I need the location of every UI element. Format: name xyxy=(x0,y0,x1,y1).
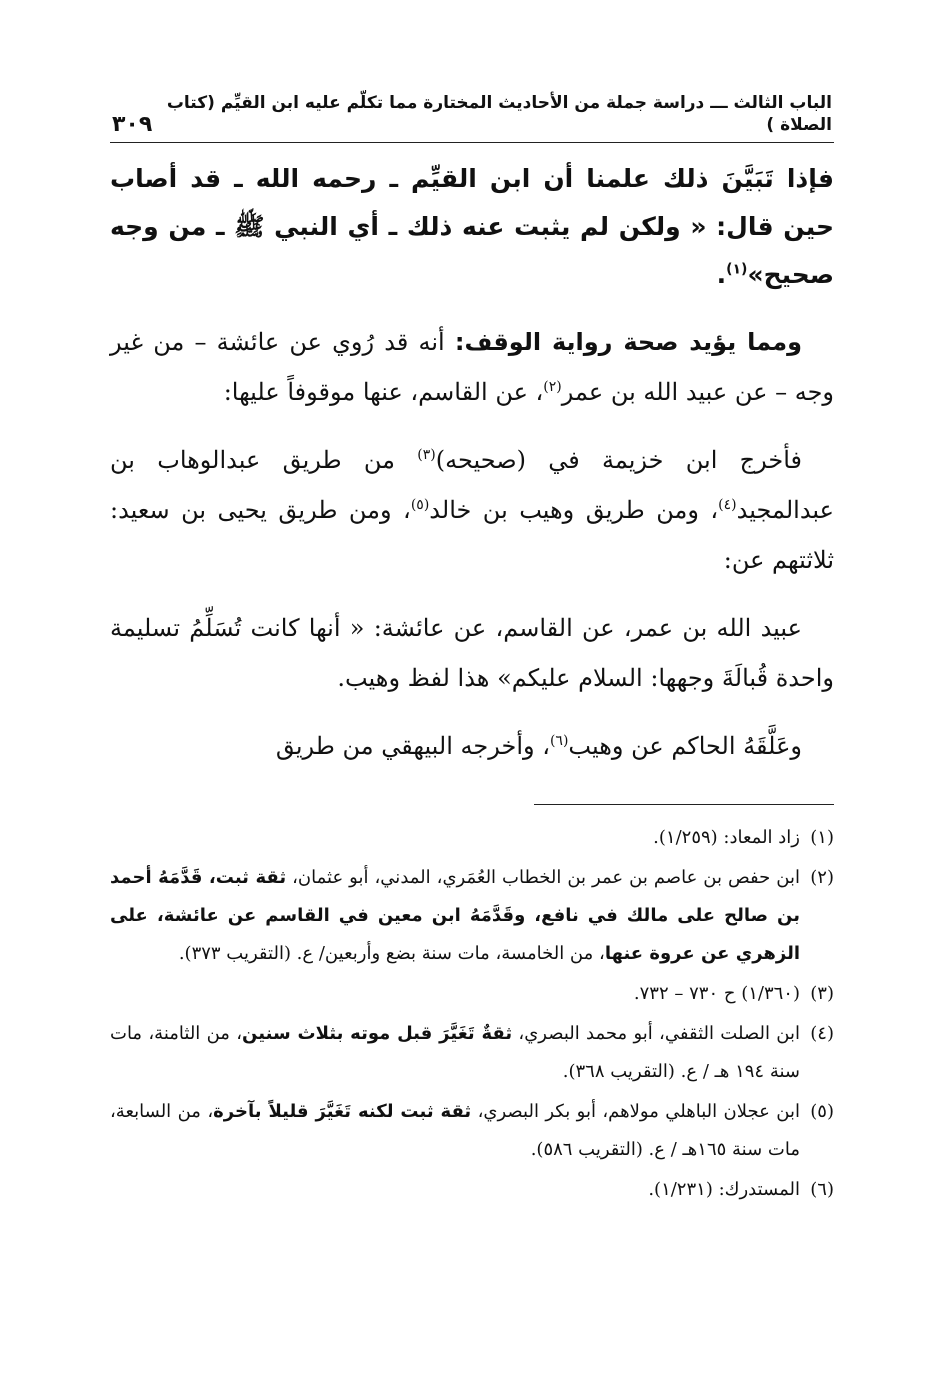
footnote-ref-1[interactable]: (١) xyxy=(726,261,748,278)
paragraph-4: عبيد الله بن عمر، عن القاسم، عن عائشة: « أنها كانت تُسَلِّمُ تسليمة واحدة قُبالَةَ وجهها: السلام عليكم» هذا لفظ وهيب. xyxy=(110,614,834,692)
footnote-2 xyxy=(110,859,834,973)
paragraph-2-lead: ومما يؤيد صحة رواية الوقف: xyxy=(454,328,803,356)
footnote-number: (٦) xyxy=(810,1179,834,1200)
paragraph-1-end: . xyxy=(716,260,727,289)
footnote-ref-6[interactable]: (٦) xyxy=(549,733,569,749)
footnote-text: زاد المعاد: (١/٢٥٩). xyxy=(653,827,800,848)
footnote-text: ابن حفص بن عاصم بن عمر بن الخطاب العُمَري، المدني، أبو عثمان، xyxy=(286,867,800,888)
footnote-text: ابن الصلت الثقفي، أبو محمد البصري، xyxy=(512,1023,801,1044)
footnote-number: (٢) xyxy=(810,867,834,888)
footnotes xyxy=(110,804,834,1211)
footnote-6 xyxy=(110,1171,834,1209)
paragraph-2-text-a: أنه قد رُوي عن عائشة – من غير وجه – عن عبيد الله بن عمر xyxy=(110,328,834,406)
footnote-number: (٤) xyxy=(810,1023,834,1044)
paragraph-3-text-c: ، ومن طريق وهيب بن خالد xyxy=(429,496,719,524)
running-header xyxy=(110,92,834,143)
paragraph-3-text-d: ، ومن طريق يحيى بن سعيد: ثلاثتهم عن: xyxy=(110,496,834,574)
footnote-ref-3[interactable]: (٣) xyxy=(417,447,436,463)
footnote-number: (٥) xyxy=(810,1101,834,1122)
footnote-ref-4[interactable]: (٤) xyxy=(718,497,737,513)
paragraph-1 xyxy=(110,155,834,299)
page-number: ٣٠٩ xyxy=(112,112,153,137)
header-title: الباب الثالث ـــ دراسة جملة من الأحاديث المختارة مما تكلّم عليه ابن القيِّم (كتاب الصلاة ) xyxy=(166,93,832,135)
footnote-1 xyxy=(110,819,834,857)
footnote-text-tail: ، من الثامنة، مات سنة ١٩٤ هـ / ع. (التقريب ٣٦٨). xyxy=(110,1023,800,1082)
footnote-text-tail: ، من الخامسة، مات سنة بضع وأربعين/ ع. (التقريب ٣٧٣). xyxy=(178,943,605,964)
footnote-text: المستدرك: (١/٢٣١). xyxy=(648,1179,800,1200)
body-text xyxy=(110,155,834,771)
footnote-5 xyxy=(110,1093,834,1169)
paragraph-1-text: فإذا تَبَيَّنَ ذلك علمنا أن ابن القيِّم ـ رحمه الله ـ قد أصاب حين قال: « ولكن لم يثبت عنه ذلك ـ أي النبي ﷺ ـ من وجه صحيح» xyxy=(110,164,834,289)
page xyxy=(110,92,834,789)
footnote-bold-text: ثقةٌ تَغَيَّرَ قبل موته بثلاث سنين xyxy=(242,1023,513,1044)
footnote-ref-2[interactable]: (٢) xyxy=(543,379,562,395)
paragraph-2-text-b: ، عن القاسم، عنها موقوفاً عليها: xyxy=(223,378,544,406)
paragraph-5-text-b: ، وأخرجه البيهقي من طريق xyxy=(275,732,550,760)
paragraph-3-text-a: فأخرج ابن خزيمة في (صحيحه) xyxy=(435,446,802,474)
paragraph-5-text-a: وعَلَّقَهُ الحاكم عن وهيب xyxy=(568,732,802,760)
paragraph-3 xyxy=(110,435,834,585)
footnote-number: (١) xyxy=(810,827,834,848)
paragraph-2 xyxy=(110,317,834,417)
footnote-divider xyxy=(534,804,834,805)
paragraph-3-text-b: من طريق عبدالوهاب بن عبدالمجيد xyxy=(110,446,834,524)
footnote-4 xyxy=(110,1015,834,1091)
footnote-number: (٣) xyxy=(810,983,834,1004)
footnote-ref-5[interactable]: (٥) xyxy=(410,497,430,513)
paragraph-5 xyxy=(110,721,834,771)
footnote-bold-text: ثقة ثبت، قَدَّمَهُ أحمد بن صالح على مالك في نافع، وقَدَّمَهُ ابن معين في القاسم عن عائشة، على الزهري عن عروة عنها xyxy=(110,867,800,964)
footnote-text: ابن عجلان الباهلي مولاهم، أبو بكر البصري، xyxy=(471,1101,800,1122)
footnote-3 xyxy=(110,975,834,1013)
footnote-text-tail: ، من السابعة، مات سنة ١٦٥هـ / ع. (التقريب ٥٨٦). xyxy=(110,1101,800,1160)
footnote-text: (١/٣٦٠) ح ٧٣٠ – ٧٣٢. xyxy=(633,983,800,1004)
footnote-bold-text: ثقة ثبت لكنه تَغَيَّرَ قليلاً بآخرة xyxy=(213,1101,472,1122)
